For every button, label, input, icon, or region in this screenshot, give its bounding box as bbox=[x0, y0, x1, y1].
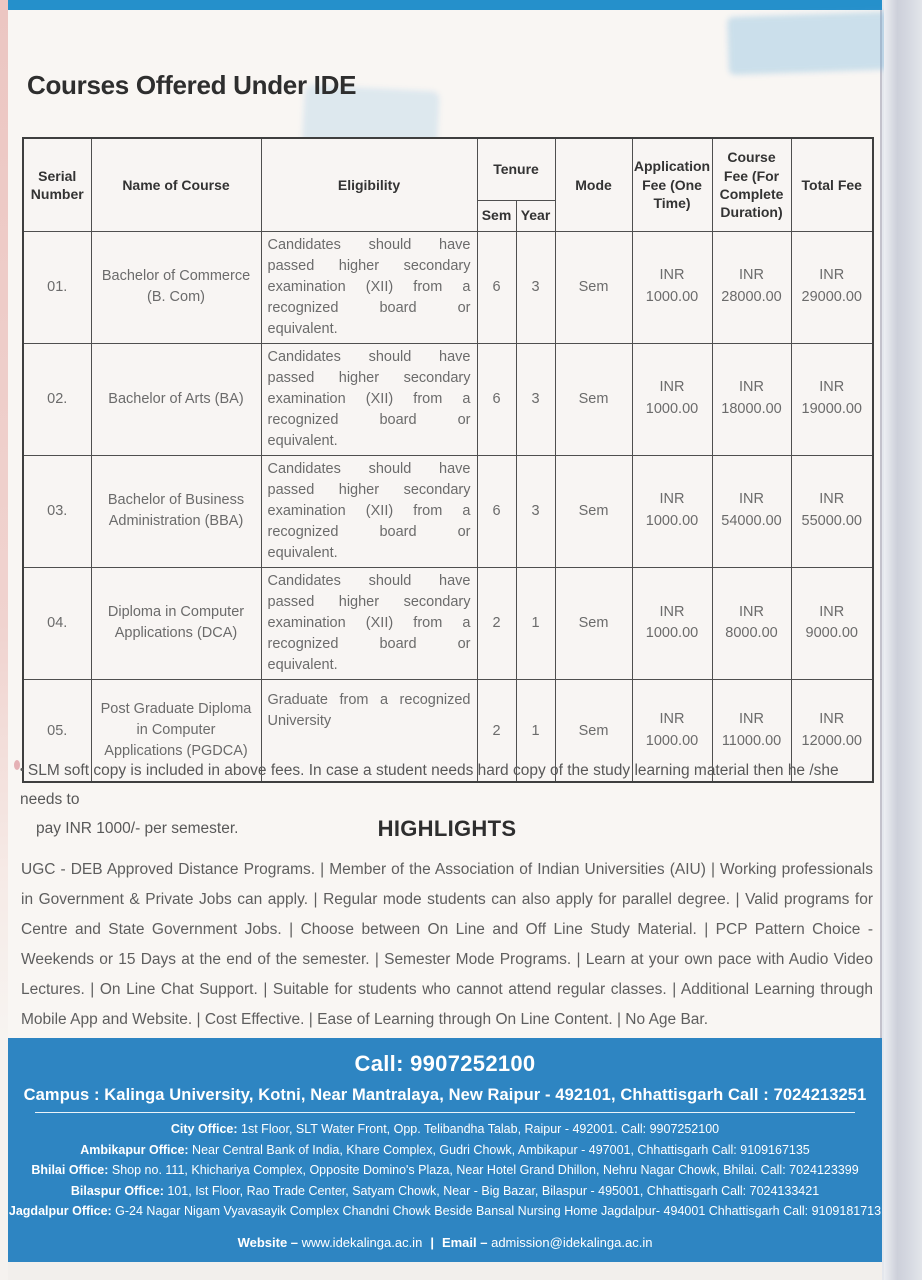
cell-serial: 02. bbox=[23, 343, 91, 455]
table-row bbox=[23, 231, 873, 343]
cell-application-fee bbox=[632, 231, 712, 343]
table-row bbox=[23, 455, 873, 567]
office-line-jagdalpur bbox=[8, 1201, 882, 1222]
office-line-bhilai bbox=[8, 1160, 882, 1181]
cell-mode: Sem bbox=[555, 567, 632, 679]
col-header-course-fee: Course Fee (For Complete Duration) bbox=[712, 138, 791, 231]
cell-mode: Sem bbox=[555, 343, 632, 455]
email-address: admission@idekalinga.ac.in bbox=[487, 1234, 653, 1250]
separator: | bbox=[430, 1234, 434, 1250]
office-address: 1st Floor, SLT Water Front, Opp. Telibandha Talab, Raipur - 492001. Call: 9907252100 bbox=[237, 1122, 720, 1136]
fee-currency: INR bbox=[659, 267, 685, 284]
cell-course-name: Bachelor of Business Administration (BBA) bbox=[91, 455, 261, 567]
cell-course-fee bbox=[712, 455, 791, 567]
cell-sem: 2 bbox=[477, 567, 516, 679]
highlights-heading: HIGHLIGHTS bbox=[377, 816, 517, 841]
office-label: Bhilai Office: bbox=[31, 1163, 109, 1177]
office-list bbox=[8, 1119, 882, 1222]
highlights-paragraph: UGC - DEB Approved Distance Programs. | Member of the Association of Indian Universities (AIU) | Working professionals in Government & Private Jobs can apply. | Regular mode students can also apply for parallel degree. | Valid programs for Centre and State Government Jobs. | Choose between On Line and Off Line Study Material. | PCP Pattern Choice - Weekends or 15 Days at the end of the semester. | Semester Mode Programs. | Learn at your own pace with Audio Video Lectures. | On Line Chat Support. | Suitable for students who cannot attend regular classes. | Additional Learning through Mobile App and Website. | Cost Effective. | Ease of Learning through On Line Content. | No Age Bar. bbox=[21, 861, 873, 1028]
cell-course-fee bbox=[712, 343, 791, 455]
cell-mode: Sem bbox=[555, 679, 632, 782]
fee-amount: 55000.00 bbox=[801, 513, 862, 530]
cell-sem: 6 bbox=[477, 343, 516, 455]
cell-course-name: Diploma in Computer Applications (DCA) bbox=[91, 567, 261, 679]
cell-eligibility: Candidates should have passed higher secondary examination (XII) from a recognized board or equivalent. bbox=[261, 567, 477, 679]
office-address: G-24 Nagar Nigam Vyavasayik Complex Chandni Chowk Beside Bansal Nursing Home Jagdalpur- 494001 Chhattisgarh Call: 9109181713 bbox=[111, 1204, 882, 1218]
cell-application-fee bbox=[632, 455, 712, 567]
office-address: 101, Ist Floor, Rao Trade Center, Satyam Chowk, Near - Big Bazar, Bilaspur - 495001, Chhattisgarh Call: 7024133421 bbox=[163, 1183, 820, 1198]
office-address: Near Central Bank of India, Khare Complex, Gudri Chowk, Ambikapur - 497001, Chhattisgarh Call: 9109167135 bbox=[188, 1142, 810, 1157]
fee-amount: 8000.00 bbox=[725, 625, 778, 642]
cell-eligibility: Candidates should have passed higher secondary examination (XII) from a recognized board or equivalent. bbox=[261, 343, 477, 455]
fee-amount: 29000.00 bbox=[801, 289, 862, 306]
fee-amount: 1000.00 bbox=[645, 732, 699, 749]
cell-serial: 01. bbox=[23, 231, 91, 343]
fee-amount: 19000.00 bbox=[801, 401, 862, 418]
cell-mode: Sem bbox=[555, 455, 632, 567]
note-line2: pay INR 1000/- per semester. bbox=[36, 820, 239, 837]
cell-application-fee bbox=[632, 343, 712, 455]
cell-course-name: Post Graduate Diploma in Computer Applications (PGDCA) bbox=[91, 679, 261, 782]
cell-serial: 04. bbox=[23, 567, 91, 679]
cell-eligibility: Candidates should have passed higher secondary examination (XII) from a recognized board or equivalent. bbox=[261, 231, 477, 343]
table-row bbox=[23, 567, 873, 679]
fee-amount: 1000.00 bbox=[645, 401, 699, 418]
office-label: Ambikapur Office: bbox=[80, 1142, 189, 1157]
cell-course-fee bbox=[712, 231, 791, 343]
fee-amount: 1000.00 bbox=[645, 513, 699, 530]
office-line-city bbox=[8, 1119, 882, 1140]
fee-currency: INR bbox=[819, 267, 845, 284]
fee-amount: 9000.00 bbox=[805, 625, 858, 642]
fee-amount: 1000.00 bbox=[645, 289, 699, 306]
call-number: Call: 9907252100 bbox=[354, 1051, 536, 1076]
cell-total-fee bbox=[791, 455, 873, 567]
fee-currency: INR bbox=[739, 491, 764, 508]
courses-table bbox=[22, 137, 874, 783]
fee-amount: 1000.00 bbox=[645, 625, 699, 642]
cell-total-fee bbox=[791, 231, 873, 343]
top-blue-strip bbox=[8, 0, 882, 10]
page-title: Courses Offered Under IDE bbox=[27, 70, 357, 100]
cell-course-name: Bachelor of Arts (BA) bbox=[91, 343, 261, 455]
fee-currency: INR bbox=[659, 491, 685, 508]
col-header-name: Name of Course bbox=[91, 138, 261, 231]
cell-serial: 03. bbox=[23, 455, 91, 567]
office-label: Jagdalpur Office: bbox=[8, 1204, 112, 1218]
office-address: Shop no. 111, Khichariya Complex, Opposite Domino's Plaza, Near Hotel Grand Dhillon, Nehru Nagar Chowk, Bhilai. Call: 7024123399 bbox=[108, 1163, 859, 1177]
cell-total-fee bbox=[791, 343, 873, 455]
fee-amount: 54000.00 bbox=[721, 513, 782, 530]
scan-edge-left-bottom bbox=[0, 1040, 8, 1280]
fee-amount: 12000.00 bbox=[801, 732, 862, 749]
campus-address: Campus : Kalinga University, Kotni, Near Mantralaya, New Raipur - 492101, Chhattisgarh Call : 7024213251 bbox=[23, 1086, 867, 1104]
email-label: Email – bbox=[441, 1234, 488, 1250]
scan-edge-left bbox=[0, 0, 8, 1040]
col-header-serial: Serial Number bbox=[23, 138, 91, 231]
cell-year: 3 bbox=[516, 455, 555, 567]
website-label: Website – bbox=[237, 1234, 299, 1250]
cell-serial: 05. bbox=[23, 679, 91, 782]
cell-year: 1 bbox=[516, 679, 555, 782]
cell-year: 3 bbox=[516, 343, 555, 455]
col-header-total-fee: Total Fee bbox=[791, 138, 873, 231]
fee-currency: INR bbox=[659, 710, 685, 727]
office-label: City Office: bbox=[170, 1122, 238, 1136]
fee-currency: INR bbox=[819, 491, 845, 508]
cell-application-fee bbox=[632, 567, 712, 679]
scan-smudge bbox=[727, 11, 904, 75]
page-bottom-margin bbox=[8, 1262, 882, 1280]
cell-course-name: Bachelor of Commerce (B. Com) bbox=[91, 231, 261, 343]
cell-sem: 6 bbox=[477, 455, 516, 567]
col-header-mode: Mode bbox=[555, 138, 632, 231]
fee-currency: INR bbox=[659, 379, 685, 396]
cell-eligibility: Graduate from a recognized University bbox=[261, 679, 477, 782]
note-line1: SLM soft copy is included in above fees. In case a student needs hard copy of the study learning material then he /she needs to bbox=[20, 762, 839, 808]
office-line-bilaspur bbox=[8, 1181, 882, 1202]
col-header-application-fee: Application Fee (One Time) bbox=[632, 138, 712, 231]
fee-amount: 18000.00 bbox=[721, 401, 782, 418]
fee-amount: 11000.00 bbox=[721, 732, 782, 749]
cell-sem: 6 bbox=[477, 231, 516, 343]
cell-year: 1 bbox=[516, 567, 555, 679]
scan-edge-right bbox=[884, 0, 922, 1280]
fee-currency: INR bbox=[739, 710, 764, 727]
fee-currency: INR bbox=[739, 379, 764, 396]
table-row bbox=[23, 343, 873, 455]
document-page bbox=[8, 0, 882, 1280]
cell-mode: Sem bbox=[555, 231, 632, 343]
website-url: www.idekalinga.ac.in bbox=[298, 1234, 423, 1250]
col-header-sem: Sem bbox=[477, 200, 516, 231]
col-header-year: Year bbox=[516, 200, 555, 231]
fee-currency: INR bbox=[819, 603, 845, 620]
contact-footer bbox=[8, 1038, 882, 1262]
cell-course-fee bbox=[712, 567, 791, 679]
website-email-line bbox=[8, 1235, 882, 1250]
fee-amount: 28000.00 bbox=[721, 289, 782, 306]
fee-currency: INR bbox=[659, 603, 685, 620]
col-header-tenure: Tenure bbox=[477, 138, 555, 200]
footer-divider bbox=[35, 1112, 855, 1113]
office-label: Bilaspur Office: bbox=[70, 1183, 164, 1198]
cell-total-fee bbox=[791, 567, 873, 679]
cell-year: 3 bbox=[516, 231, 555, 343]
fee-currency: INR bbox=[819, 710, 845, 727]
col-header-eligibility: Eligibility bbox=[261, 138, 477, 231]
fee-currency: INR bbox=[819, 379, 845, 396]
office-line-ambikapur bbox=[8, 1140, 882, 1161]
fee-currency: INR bbox=[739, 267, 764, 284]
cell-eligibility: Candidates should have passed higher secondary examination (XII) from a recognized board or equivalent. bbox=[261, 455, 477, 567]
bullet-icon: • bbox=[20, 764, 24, 776]
cell-sem: 2 bbox=[477, 679, 516, 782]
fee-currency: INR bbox=[739, 603, 764, 620]
